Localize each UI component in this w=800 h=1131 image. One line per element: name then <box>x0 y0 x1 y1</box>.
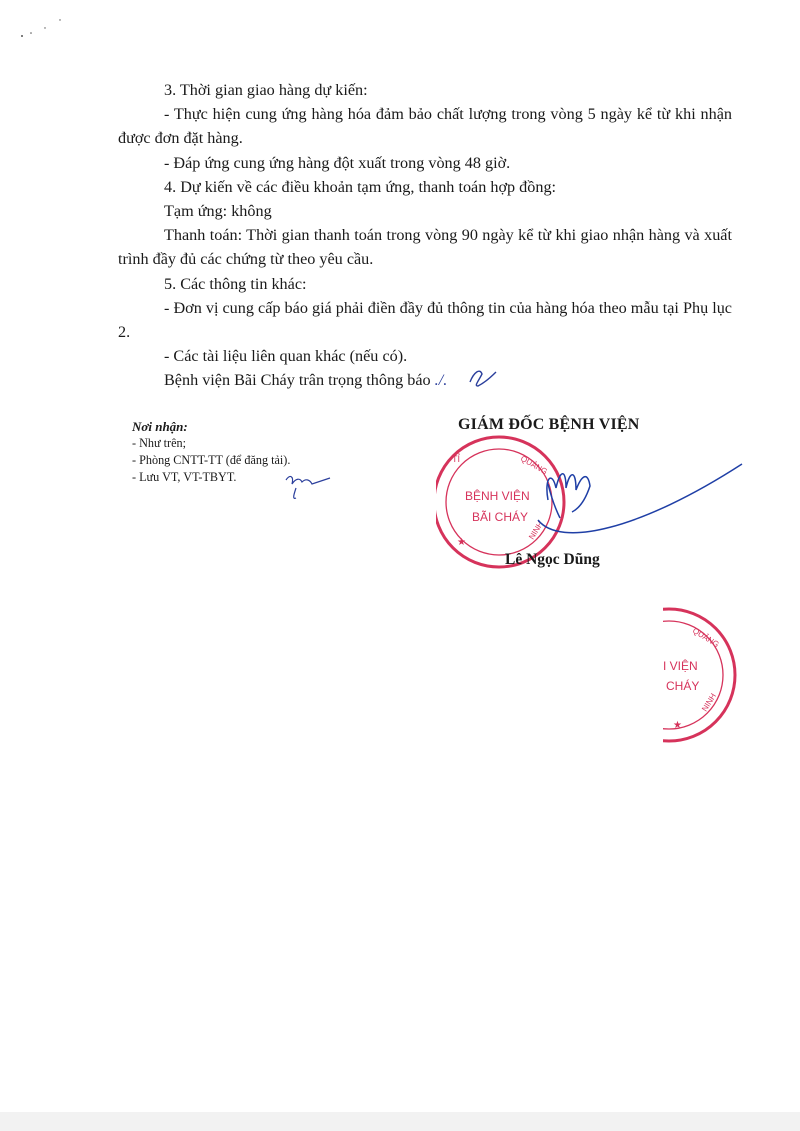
paragraph-payment-terms: Thanh toán: Thời gian thanh toán trong vòng 90 ngày kể từ khi giao nhận hàng và xuất trình đầy đủ các chứng từ theo yêu cầu. <box>118 226 732 269</box>
recipient-item: - Lưu VT, VT-TBYT. <box>132 470 237 484</box>
partial-seal-line-2: CHÁY <box>666 679 700 693</box>
partial-seal-arc-top: QUẢNG <box>690 626 721 650</box>
stamp-arc-right: QUẢNG <box>519 453 549 477</box>
scan-edge <box>0 1112 800 1131</box>
partial-seal-arc-right: NINH <box>700 691 719 714</box>
stamp-arc-top: TỈ <box>452 454 460 464</box>
signer-name: Lê Ngọc Dũng <box>505 551 600 568</box>
stamp-line-2: BÃI CHÁY <box>472 510 529 524</box>
paragraph-delivery-5-days: - Thực hiện cung ứng hàng hóa đảm bảo chất lượng trong vòng 5 ngày kể từ khi nhận được đơn đặt hàng. <box>118 105 732 148</box>
paragraph-delivery-heading: 3. Thời gian giao hàng dự kiến: <box>164 81 368 99</box>
partial-seal <box>590 600 735 750</box>
stamp-star-icon: ★ <box>457 537 466 548</box>
recipient-item: - Như trên; <box>132 436 186 450</box>
scan-specks <box>21 19 61 37</box>
signatory-title: GIÁM ĐỐC BỆNH VIỆN <box>458 416 640 433</box>
closing-initials <box>470 371 496 386</box>
paragraph-payment-heading: 4. Dự kiến về các điều khoản tạm ứng, thanh toán hợp đồng: <box>164 177 557 196</box>
paragraph-advance: Tạm ứng: không <box>164 202 272 221</box>
closing-text: Bệnh viện Bãi Cháy trân trọng thông báo <box>164 371 431 390</box>
partial-seal-line-1: I VIỆN <box>663 659 698 673</box>
paragraph-quote-form: - Đơn vị cung cấp báo giá phải điền đầy đủ thông tin của hàng hóa theo mẫu tại Phụ lục 2. <box>118 298 732 342</box>
recipients-initials <box>286 477 330 499</box>
paragraph-related-docs: - Các tài liệu liên quan khác (nếu có). <box>164 347 408 366</box>
paragraph-other-info-heading: 5. Các thông tin khác: <box>164 274 307 293</box>
stamp-line-1: BỆNH VIỆN <box>465 489 530 503</box>
recipients-heading: Nơi nhận: <box>132 419 188 434</box>
partial-seal-star-icon: ★ <box>673 720 682 731</box>
director-signature <box>538 464 742 533</box>
paragraph-delivery-48-hours: - Đáp ứng cung ứng hàng đột xuất trong vòng 48 giờ. <box>164 153 511 172</box>
closing-mark: ./. <box>434 371 448 390</box>
recipient-item: - Phòng CNTT-TT (để đăng tải). <box>132 453 291 467</box>
stamp-arc-bottom-right: NINH <box>527 519 546 542</box>
